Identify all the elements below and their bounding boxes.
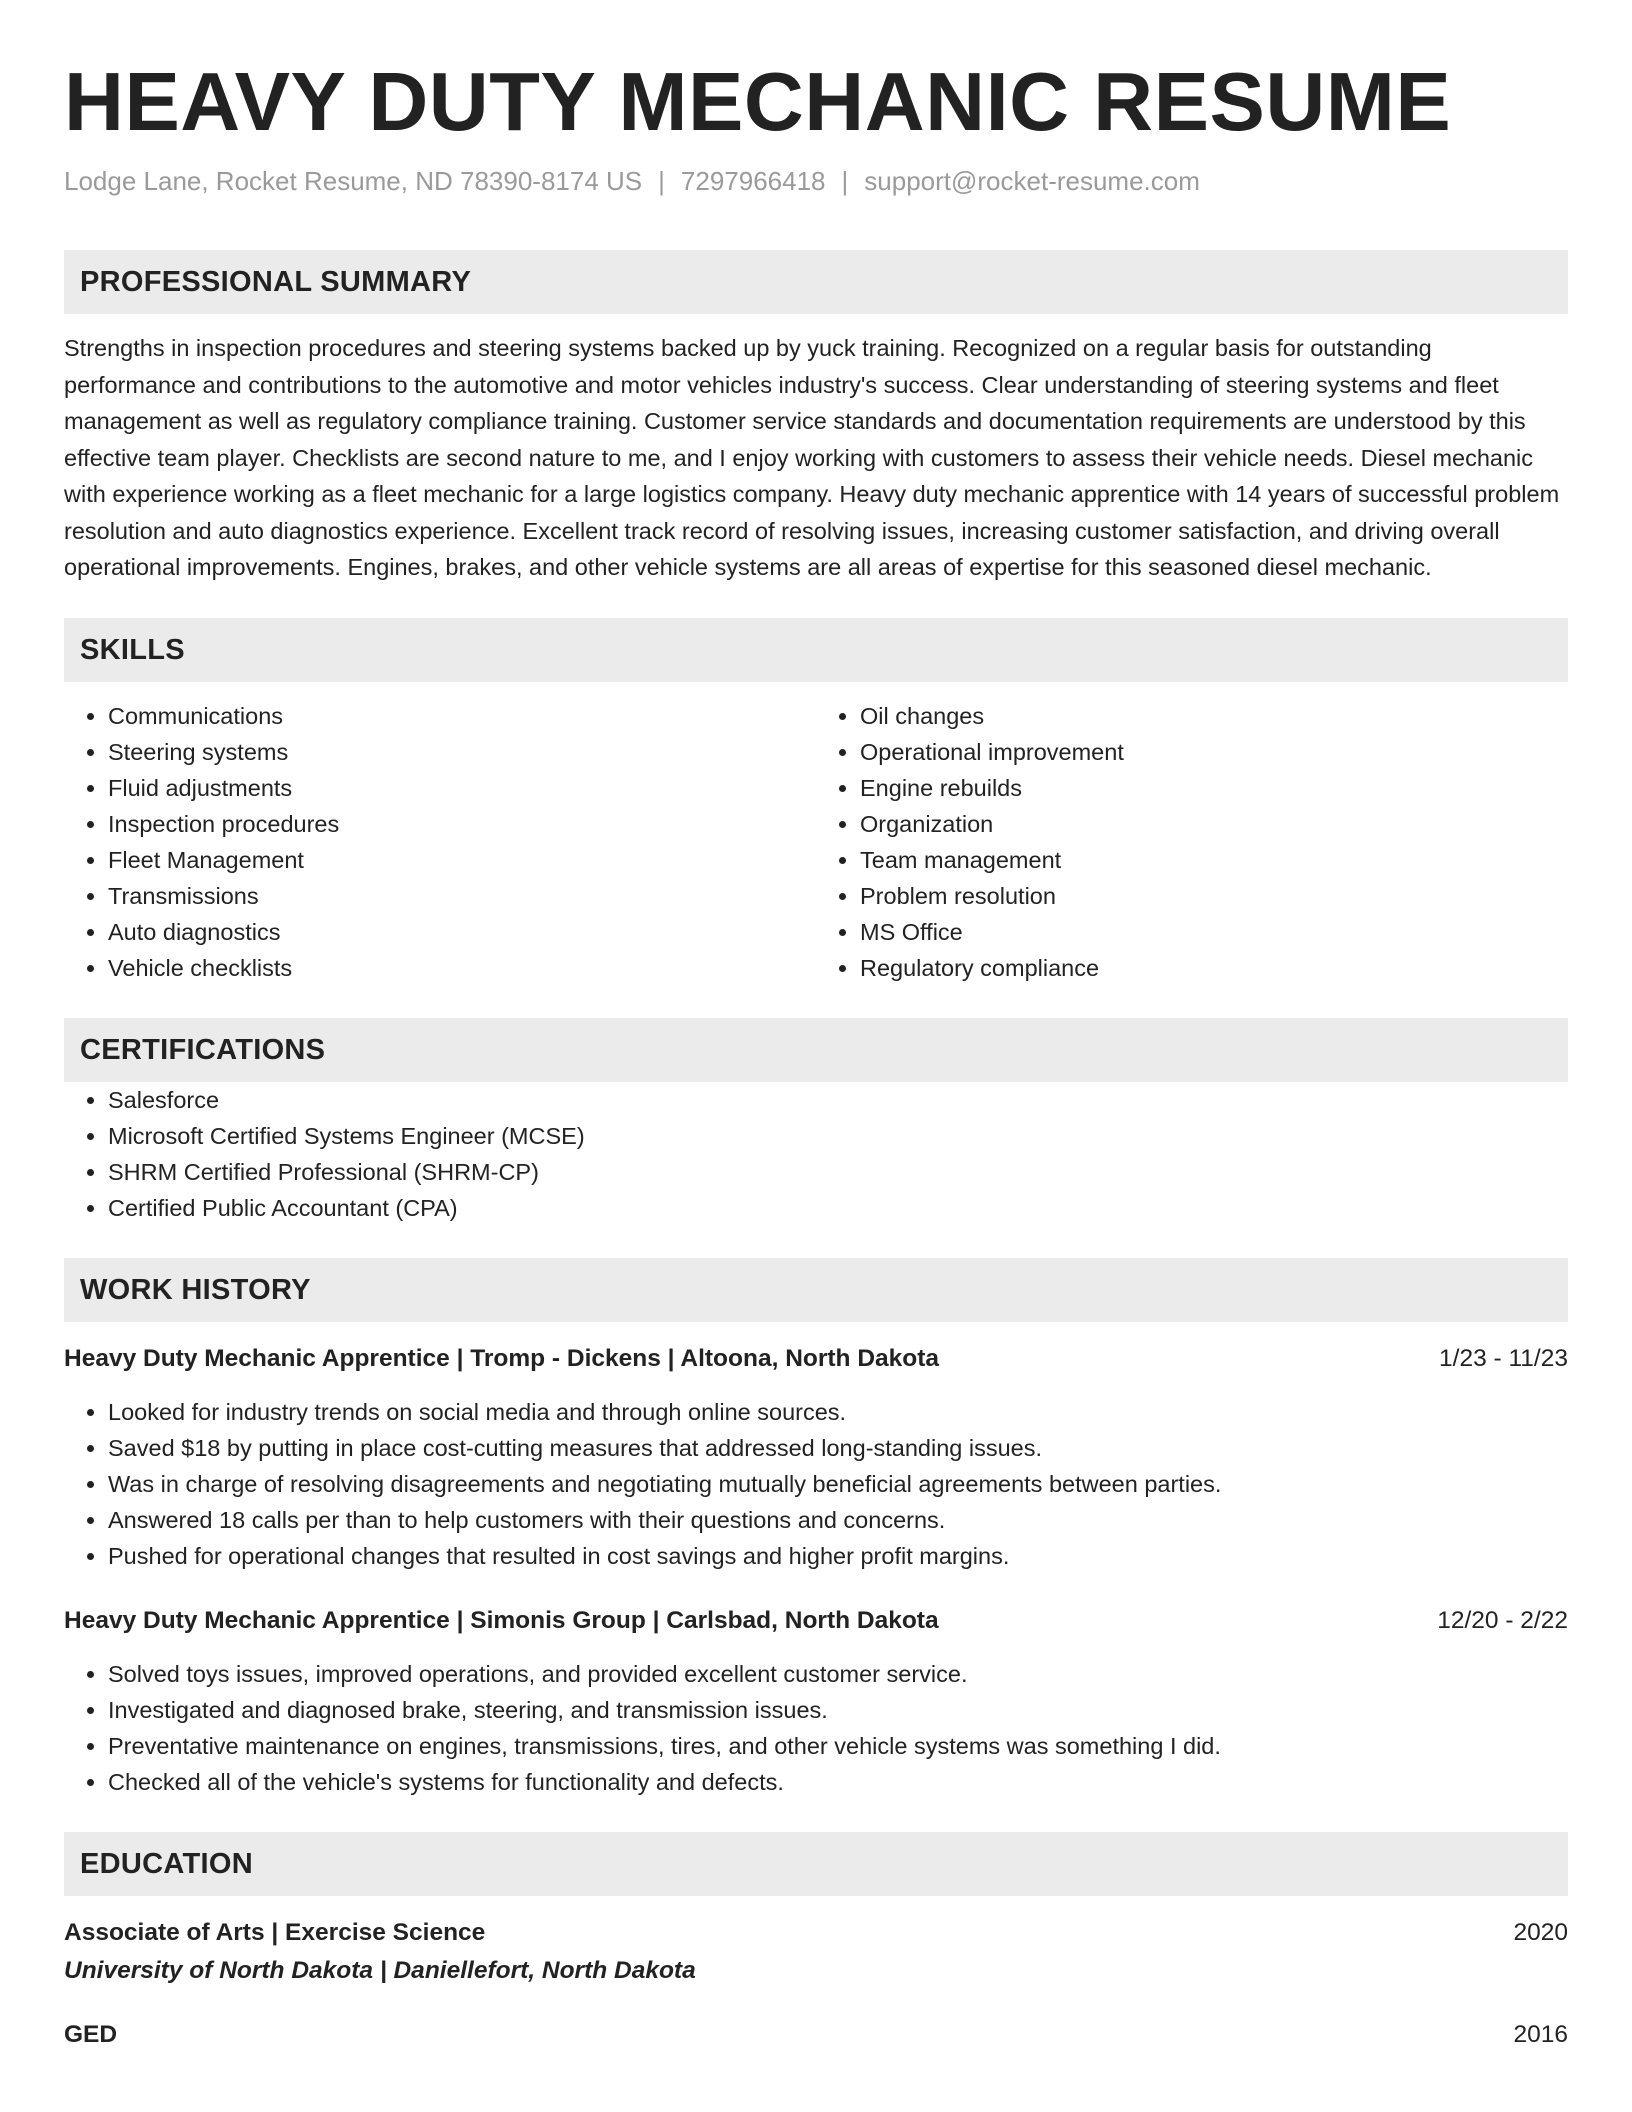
job-bullet: • Checked all of the vehicle's systems for functionality and defects. (108, 1764, 1568, 1800)
education-school: University of North Dakota | Daniellefort, North Dakota (64, 1956, 696, 1984)
skills-columns (64, 698, 1568, 986)
resume-title: HEAVY DUTY MECHANIC RESUME (64, 55, 1452, 148)
job-bullet: • Pushed for operational changes that resulted in cost savings and higher profit margins. (108, 1538, 1568, 1574)
skill-item: • Team management (860, 842, 1568, 878)
skills-list-left (64, 698, 816, 986)
skill-item: • Auto diagnostics (108, 914, 816, 950)
contact-email[interactable]: support@rocket-resume.com (864, 166, 1200, 196)
job-bullet: • Preventative maintenance on engines, transmissions, tires, and other vehicle systems was something I did. (108, 1728, 1568, 1764)
contact-separator: | (658, 166, 665, 196)
job-entry (64, 1604, 1568, 1800)
certification-item: • SHRM Certified Professional (SHRM-CP) (108, 1154, 1568, 1190)
education-entry (64, 2018, 1568, 2052)
job-bullet: • Was in charge of resolving disagreements and negotiating mutually beneficial agreements between parties. (108, 1466, 1568, 1502)
education-entry (64, 1916, 1568, 1988)
job-title: Heavy Duty Mechanic Apprentice | Simonis Group | Carlsbad, North Dakota (64, 1606, 939, 1634)
certification-item: • Certified Public Accountant (CPA) (108, 1190, 1568, 1226)
skill-item: • Communications (108, 698, 816, 734)
job-entry (64, 1342, 1568, 1574)
education-year: 2020 (1513, 1918, 1568, 1946)
education-degree: GED (64, 2020, 118, 2048)
skill-item: • Inspection procedures (108, 806, 816, 842)
skill-item: • Fleet Management (108, 842, 816, 878)
work-history-heading: WORK HISTORY (64, 1258, 1568, 1322)
skill-item: • Operational improvement (860, 734, 1568, 770)
skill-item: • Steering systems (108, 734, 816, 770)
contact-separator: | (841, 166, 849, 196)
education-degree: Associate of Arts | Exercise Science (64, 1918, 486, 1946)
job-bullets (64, 1394, 1568, 1574)
job-bullet: • Saved $18 by putting in place cost-cutting measures that addressed long-standing issues. (108, 1430, 1568, 1466)
job-bullet: • Solved toys issues, improved operations, and provided excellent customer service. (108, 1656, 1568, 1692)
certifications-heading: CERTIFICATIONS (64, 1018, 1568, 1082)
skill-item: • Fluid adjustments (108, 770, 816, 806)
job-bullet: • Investigated and diagnosed brake, steering, and transmission issues. (108, 1692, 1568, 1728)
job-bullet: • Answered 18 calls per than to help customers with their questions and concerns. (108, 1502, 1568, 1538)
skill-item: • Problem resolution (860, 878, 1568, 914)
education-year: 2016 (1513, 2020, 1568, 2048)
job-header (64, 1342, 1568, 1376)
education-header (64, 2018, 1568, 2052)
skill-item: • Transmissions (108, 878, 816, 914)
skill-item: • Engine rebuilds (860, 770, 1568, 806)
job-title: Heavy Duty Mechanic Apprentice | Tromp - Dickens | Altoona, North Dakota (64, 1344, 940, 1372)
job-dates: 1/23 - 11/23 (1439, 1344, 1568, 1372)
education-header (64, 1916, 1568, 1950)
contact-phone: 7297966418 (680, 166, 826, 196)
skill-item: • Vehicle checklists (108, 950, 816, 986)
job-header (64, 1604, 1568, 1638)
job-dates: 12/20 - 2/22 (1437, 1606, 1568, 1634)
certification-item: • Salesforce (108, 1082, 1568, 1118)
skill-item: • Regulatory compliance (860, 950, 1568, 986)
skill-item: • Oil changes (860, 698, 1568, 734)
job-bullet: • Looked for industry trends on social media and through online sources. (108, 1394, 1568, 1430)
job-bullets (64, 1656, 1568, 1800)
skill-item: • MS Office (860, 914, 1568, 950)
skills-heading: SKILLS (64, 618, 1568, 682)
education-heading: EDUCATION (64, 1832, 1568, 1896)
certification-item: • Microsoft Certified Systems Engineer (MCSE) (108, 1118, 1568, 1154)
contact-address: Lodge Lane, Rocket Resume, ND 78390-8174 US (64, 166, 643, 196)
contact-line (64, 164, 1568, 198)
certifications-list (64, 1082, 1568, 1226)
skills-list-right (816, 698, 1568, 986)
summary-text: Strengths in inspection procedures and steering systems backed up by yuck training. Recognized on a regular basis for outstanding performance and contributions to the automotive and motor vehicles industry's success. Clear understanding of steering systems and fleet management as well as regulatory compliance training. Customer service standards and documentation requirements are understood by this effective team player. Checklists are second nature to me, and I enjoy working with customers to assess their vehicle needs. Diesel mechanic with experience working as a fleet mechanic for a large logistics company. Heavy duty mechanic apprentice with 14 years of successful problem resolution and auto diagnostics experience. Excellent track record of resolving issues, increasing customer satisfaction, and driving overall operational improvements. Engines, brakes, and other vehicle systems are all areas of expertise for this seasoned diesel mechanic. (64, 335, 1560, 580)
skill-item: • Organization (860, 806, 1568, 842)
summary-heading: PROFESSIONAL SUMMARY (64, 250, 1568, 314)
